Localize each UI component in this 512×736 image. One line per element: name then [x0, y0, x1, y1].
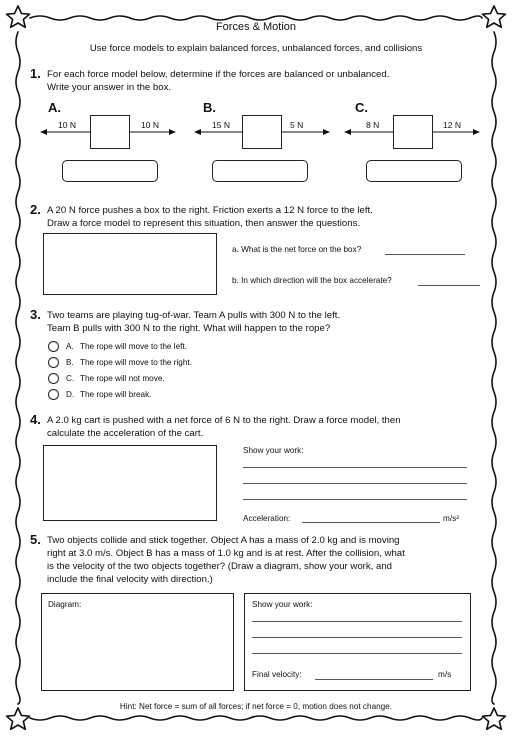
option-a-letter: A. [66, 342, 74, 351]
q5-show-work-label: Show your work: [252, 600, 313, 609]
q1-line1: For each force model below, determine if the forces are balanced or unbalanced. [47, 69, 390, 80]
q4-acceleration-unit: m/s² [443, 514, 459, 523]
model-c-label: C. [355, 100, 368, 115]
model-b-label: B. [203, 100, 216, 115]
q4-line2: calculate the acceleration of the cart. [47, 428, 204, 439]
q3-line2: Team B pulls with 300 N to the right. What will happen to the rope? [47, 323, 331, 334]
hint-text: Hint: Net force = sum of all forces; if net force = 0, motion does not change. [119, 702, 393, 711]
model-a-box [90, 115, 130, 149]
q5-final-velocity-label: Final velocity: [252, 670, 302, 679]
q1-line2: Write your answer in the box. [47, 82, 172, 93]
q4-show-work-label: Show your work: [243, 446, 304, 455]
q5-number: 5. [30, 532, 41, 547]
option-c-radio[interactable] [48, 373, 59, 384]
q2-answer-a-line[interactable] [385, 254, 465, 255]
option-d-radio[interactable] [48, 389, 59, 400]
q5-line2: right at 3.0 m/s. Object B has a mass of 1.0 kg and is at rest. After the collision, what [47, 548, 405, 559]
q4-number: 4. [30, 412, 41, 427]
q2-line1: A 20 N force pushes a box to the right. Friction exerts a 12 N force to the left. [47, 205, 373, 216]
model-a-answer-box[interactable] [62, 160, 158, 182]
option-d-letter: D. [66, 390, 75, 399]
page-title: Forces & Motion [215, 21, 297, 33]
option-d-text: The rope will break. [80, 390, 152, 399]
q1-number: 1. [30, 66, 41, 81]
q2-question-a: a. What is the net force on the box? [232, 245, 362, 254]
q5-final-velocity-line[interactable] [315, 679, 433, 680]
q5-diagram-label: Diagram: [48, 600, 82, 609]
star-icon [483, 708, 506, 729]
option-c-text: The rope will not move. [80, 374, 165, 383]
model-c-answer-box[interactable] [366, 160, 462, 182]
q5-line1: Two objects collide and stick together. Object A has a mass of 2.0 kg and is moving [47, 535, 400, 546]
q2-drawing-box[interactable] [43, 233, 217, 295]
q3-number: 3. [30, 307, 41, 322]
q2-question-b: b. In which direction will the box accelerate? [232, 276, 392, 285]
q4-work-line-1[interactable] [243, 467, 467, 468]
q4-line1: A 2.0 kg cart is pushed with a net force of 6 N to the right. Draw a force model, then [47, 415, 401, 426]
q2-line2: Draw a force model to represent this situation, then answer the questions. [47, 218, 361, 229]
option-a-text: The rope will move to the left. [80, 342, 187, 351]
option-b-text: The rope will move to the right. [80, 358, 192, 367]
model-b-answer-box[interactable] [212, 160, 308, 182]
q5-line4: include the final velocity with direction.) [47, 574, 213, 585]
q3-line1: Two teams are playing tug-of-war. Team A pulls with 300 N to the left. [47, 310, 341, 321]
model-c-box [393, 115, 433, 149]
model-b-left-force: 15 N [212, 120, 230, 130]
q2-number: 2. [30, 202, 41, 217]
q4-work-line-2[interactable] [243, 483, 467, 484]
option-c-letter: C. [66, 374, 75, 383]
model-a-right-force: 10 N [141, 120, 159, 130]
model-b-box [242, 115, 282, 149]
q4-acceleration-label: Acceleration: [243, 514, 291, 523]
model-a-label: A. [48, 100, 61, 115]
q4-work-line-3[interactable] [243, 499, 467, 500]
page-subtitle: Use force models to explain balanced forces, unbalanced forces, and collisions [89, 43, 423, 54]
q2-answer-b-line[interactable] [418, 285, 480, 286]
q4-drawing-box[interactable] [43, 445, 217, 521]
option-a-radio[interactable] [48, 341, 59, 352]
model-c-left-force: 8 N [366, 120, 380, 130]
q5-line3: is the velocity of the two objects together? (Draw a diagram, show your work, and [47, 561, 393, 572]
q4-acceleration-line[interactable] [302, 522, 440, 523]
model-b-right-force: 5 N [290, 120, 304, 130]
q5-work-line-2[interactable] [252, 637, 462, 638]
q5-work-line-1[interactable] [252, 621, 462, 622]
option-b-letter: B. [66, 358, 74, 367]
q5-final-velocity-unit: m/s [438, 670, 452, 679]
q5-work-line-3[interactable] [252, 653, 462, 654]
model-a-left-force: 10 N [58, 120, 76, 130]
option-b-radio[interactable] [48, 357, 59, 368]
star-icon [7, 708, 30, 729]
model-c-right-force: 12 N [443, 120, 461, 130]
